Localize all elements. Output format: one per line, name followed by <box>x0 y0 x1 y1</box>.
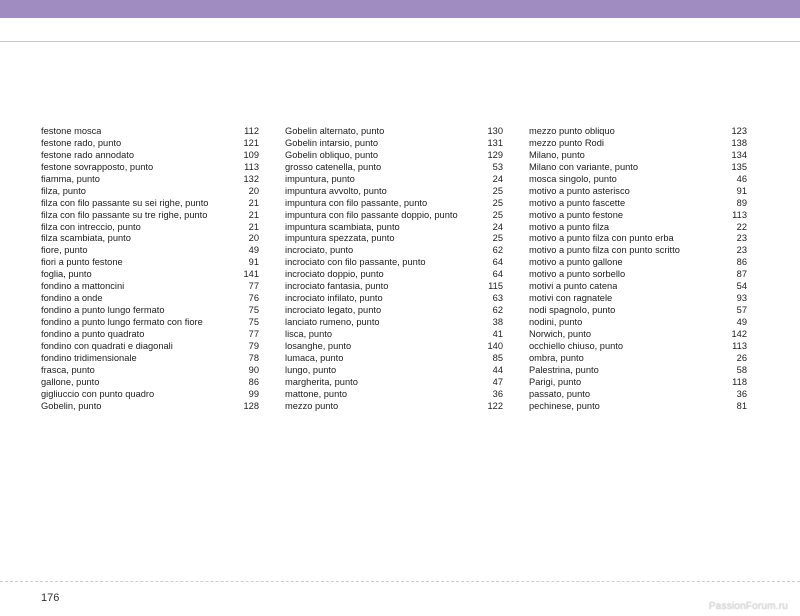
index-term: fondino a punto lungo fermato <box>41 305 165 316</box>
index-term: Milano, punto <box>529 149 585 160</box>
index-page-ref: 118 <box>732 376 747 387</box>
index-entry <box>41 174 259 186</box>
index-page-ref: 134 <box>731 149 747 160</box>
index-entry <box>285 269 503 281</box>
index-entry <box>529 245 747 257</box>
index-page-ref: 76 <box>248 293 259 304</box>
index-term: filza con filo passante su sei righe, punto <box>41 197 209 208</box>
index-page-ref: 22 <box>736 221 747 232</box>
index-page-ref: 64 <box>492 257 503 268</box>
index-entry <box>529 281 747 293</box>
index-term: fiamma, punto <box>41 173 100 184</box>
index-page-ref: 113 <box>244 161 259 172</box>
index-page-ref: 26 <box>736 352 747 363</box>
index-page-ref: 20 <box>248 185 259 196</box>
index-entry <box>529 329 747 341</box>
index-entry <box>41 245 259 257</box>
index-term: fondino a punto lungo fermato con fiore <box>41 317 203 327</box>
index-entry <box>41 317 259 329</box>
index-entry <box>285 377 503 389</box>
index-page-ref: 38 <box>492 317 503 327</box>
index-term: motivi a punto catena <box>529 281 618 292</box>
index-term: gallone, punto <box>41 376 100 387</box>
index-entry <box>41 222 259 234</box>
index-term: impuntura spezzata, punto <box>285 233 395 244</box>
index-entry <box>285 245 503 257</box>
index-entry <box>41 210 259 222</box>
index-term: filza, punto <box>41 185 86 196</box>
index-page-ref: 23 <box>736 233 747 244</box>
index-term: lanciato rumeno, punto <box>285 317 380 327</box>
index-entry <box>285 293 503 305</box>
index-page-ref: 112 <box>244 126 259 136</box>
index-page-ref: 21 <box>248 221 259 232</box>
index-term: Gobelin, punto <box>41 400 102 411</box>
index-term: filza con intreccio, punto <box>41 221 141 232</box>
index-entry <box>285 401 503 413</box>
index-page-ref: 89 <box>736 197 747 208</box>
index-entry <box>41 365 259 377</box>
index-entry <box>529 377 747 389</box>
index-page-ref: 57 <box>736 305 747 316</box>
index-entry <box>285 305 503 317</box>
index-page-ref: 87 <box>736 269 747 280</box>
index-term: impuntura scambiata, punto <box>285 221 400 232</box>
index-page-ref: 85 <box>492 352 503 363</box>
index-term: motivo a punto fascette <box>529 197 626 208</box>
index-entry <box>285 317 503 329</box>
index-term: ombra, punto <box>529 352 584 363</box>
index-term: Parigi, punto <box>529 376 582 387</box>
index-term: frasca, punto <box>41 364 95 375</box>
index-term: motivo a punto filza con punto scritto <box>529 245 680 256</box>
index-term: incrociato con filo passante, punto <box>285 257 426 268</box>
index-page-ref: 93 <box>736 293 747 304</box>
index-page-ref: 44 <box>492 364 503 375</box>
index-page-ref: 63 <box>492 293 503 304</box>
index-page-ref: 62 <box>492 305 503 316</box>
index-entry <box>529 293 747 305</box>
page-number: 176 <box>41 592 60 604</box>
index-term: impuntura avvolto, punto <box>285 185 387 196</box>
index-page-ref: 91 <box>736 185 747 196</box>
index-page-ref: 79 <box>248 340 259 351</box>
index-entry <box>285 150 503 162</box>
index-entry <box>285 210 503 222</box>
index-page-ref: 23 <box>736 245 747 256</box>
index-entry <box>529 198 747 210</box>
index-term: fondino tridimensionale <box>41 352 137 363</box>
index-entry <box>529 389 747 401</box>
index-term: motivo a punto sorbello <box>529 269 626 280</box>
index-term: incrociato fantasia, punto <box>285 281 389 292</box>
index-entry <box>529 257 747 269</box>
index-page-ref: 25 <box>492 185 503 196</box>
index-term: festone rado annodato <box>41 149 135 160</box>
index-page-ref: 115 <box>488 281 503 292</box>
index-page-ref: 122 <box>487 400 503 411</box>
index-term: lungo, punto <box>285 364 337 375</box>
index-entry <box>529 174 747 186</box>
index-page-ref: 131 <box>487 137 503 148</box>
index-entry <box>285 281 503 293</box>
index-page-ref: 54 <box>736 281 747 292</box>
index-page-ref: 142 <box>731 328 747 339</box>
index-term: nodi spagnolo, punto <box>529 305 616 316</box>
index-page-ref: 53 <box>492 161 503 172</box>
index-page-ref: 78 <box>248 352 259 363</box>
index-entry <box>285 174 503 186</box>
index-page-ref: 99 <box>248 388 259 399</box>
index-page-ref: 130 <box>487 126 503 136</box>
index-term: Palestrina, punto <box>529 364 599 375</box>
index-entry <box>529 186 747 198</box>
index-page-ref: 25 <box>492 233 503 244</box>
index-term: filza scambiata, punto <box>41 233 131 244</box>
index-page-ref: 24 <box>492 221 503 232</box>
index-page-ref: 121 <box>243 137 259 148</box>
index-term: lumaca, punto <box>285 352 344 363</box>
index-entry <box>41 198 259 210</box>
index-term: nodini, punto <box>529 317 583 327</box>
index-entry <box>529 365 747 377</box>
index-page-ref: 123 <box>731 126 747 136</box>
index-term: festone rado, punto <box>41 137 122 148</box>
index-term: motivo a punto gallone <box>529 257 623 268</box>
index-term: mezzo punto obliquo <box>529 126 615 136</box>
index-term: mezzo punto Rodi <box>529 137 604 148</box>
index-page-ref: 41 <box>492 328 503 339</box>
index-entry <box>285 222 503 234</box>
index-column-3 <box>529 126 747 413</box>
index-entry <box>529 341 747 353</box>
index-page-ref: 58 <box>736 364 747 375</box>
index-page-ref: 36 <box>736 388 747 399</box>
index-page-ref: 81 <box>736 400 747 411</box>
index-entry <box>529 210 747 222</box>
index-page-ref: 21 <box>248 197 259 208</box>
index-entry <box>529 233 747 245</box>
index-term: mezzo punto <box>285 400 339 411</box>
index-entry <box>529 222 747 234</box>
index-entry <box>285 233 503 245</box>
index-entry <box>529 150 747 162</box>
index-term: Norwich, punto <box>529 328 592 339</box>
index-term: motivo a punto festone <box>529 209 624 220</box>
index-term: occhiello chiuso, punto <box>529 340 624 351</box>
index-entry <box>285 138 503 150</box>
index-entry <box>285 365 503 377</box>
index-page-ref: 75 <box>248 305 259 316</box>
index-entry <box>285 257 503 269</box>
index-term: margherita, punto <box>285 376 358 387</box>
index-entry <box>41 305 259 317</box>
index-page-ref: 138 <box>731 137 747 148</box>
index-entry <box>41 329 259 341</box>
index-term: mosca singolo, punto <box>529 173 617 184</box>
index-entry <box>529 401 747 413</box>
index-entry <box>285 341 503 353</box>
index-entry <box>529 353 747 365</box>
index-term: lisca, punto <box>285 328 333 339</box>
index-term: motivo a punto filza con punto erba <box>529 233 674 244</box>
index-page-ref: 77 <box>248 281 259 292</box>
index-page-ref: 86 <box>248 376 259 387</box>
index-page-ref: 25 <box>492 209 503 220</box>
index-term: passato, punto <box>529 388 590 399</box>
index-term: impuntura, punto <box>285 173 355 184</box>
index-entry <box>285 162 503 174</box>
index-term: losanghe, punto <box>285 340 352 351</box>
index-entry <box>41 257 259 269</box>
index-entry <box>41 341 259 353</box>
footer-divider <box>0 581 800 582</box>
index-term: fiori a punto festone <box>41 257 123 268</box>
index-entry <box>41 162 259 174</box>
index-page-ref: 75 <box>248 317 259 327</box>
index-page-ref: 86 <box>736 257 747 268</box>
index-term: incrociato doppio, punto <box>285 269 384 280</box>
index-entry <box>285 126 503 138</box>
watermark: PassionForum.ru <box>708 601 788 612</box>
index-entry <box>285 198 503 210</box>
index-page-ref: 132 <box>243 173 259 184</box>
index-term: Gobelin obliquo, punto <box>285 149 379 160</box>
index-entry <box>529 269 747 281</box>
index-page-ref: 47 <box>492 376 503 387</box>
index-page-ref: 91 <box>248 257 259 268</box>
index-column-2 <box>285 126 503 413</box>
index-page-ref: 129 <box>487 149 503 160</box>
index-entry <box>41 377 259 389</box>
index-page-ref: 49 <box>248 245 259 256</box>
index-term: motivo a punto asterisco <box>529 185 630 196</box>
index-entry <box>41 281 259 293</box>
index-entry <box>285 186 503 198</box>
index-entry <box>41 138 259 150</box>
index-page-ref: 141 <box>243 269 259 280</box>
index-page-ref: 24 <box>492 173 503 184</box>
index-term: motivo a punto filza <box>529 221 610 232</box>
index-page-ref: 113 <box>732 340 747 351</box>
index-entry <box>285 353 503 365</box>
index-term: impuntura con filo passante, punto <box>285 197 428 208</box>
index-page-ref: 109 <box>243 149 259 160</box>
index-entry <box>529 126 747 138</box>
index-term: Gobelin alternato, punto <box>285 126 385 136</box>
index-term: festone sovrapposto, punto <box>41 161 154 172</box>
index-page-ref: 135 <box>731 161 747 172</box>
index-entry <box>41 293 259 305</box>
header-divider <box>0 41 800 42</box>
index-term: festone mosca <box>41 126 102 136</box>
index-term: motivi con ragnatele <box>529 293 613 304</box>
index-entry <box>41 401 259 413</box>
index-term: filza con filo passante su tre righe, punto <box>41 209 208 220</box>
index-page-ref: 113 <box>732 209 747 220</box>
index-term: incrociato legato, punto <box>285 305 382 316</box>
index-term: fondino a punto quadrato <box>41 328 145 339</box>
index-entry <box>41 353 259 365</box>
index-term: incrociato, punto <box>285 245 354 256</box>
index-entry <box>41 150 259 162</box>
index-page-ref: 128 <box>243 400 259 411</box>
index-entry <box>41 233 259 245</box>
index-term: gigliuccio con punto quadro <box>41 388 155 399</box>
index-page-ref: 46 <box>736 173 747 184</box>
index-term: fondino a onde <box>41 293 103 304</box>
index-entry <box>529 317 747 329</box>
index-entry <box>285 389 503 401</box>
index-term: fondino a mattoncini <box>41 281 125 292</box>
index-entry <box>529 305 747 317</box>
index-page-ref: 90 <box>248 364 259 375</box>
index-term: mattone, punto <box>285 388 348 399</box>
header-color-band <box>0 0 800 18</box>
index-term: impuntura con filo passante doppio, punto <box>285 209 458 220</box>
index-entry <box>41 186 259 198</box>
index-term: grosso catenella, punto <box>285 161 382 172</box>
index-page-ref: 140 <box>487 340 503 351</box>
index-column-1 <box>41 126 259 413</box>
index-entry <box>41 269 259 281</box>
index-page-ref: 20 <box>248 233 259 244</box>
index-term: pechinese, punto <box>529 400 600 411</box>
index-entry <box>285 329 503 341</box>
index-term: Gobelin intarsio, punto <box>285 137 379 148</box>
index-term: incrociato infilato, punto <box>285 293 383 304</box>
index-term: Milano con variante, punto <box>529 161 639 172</box>
index-term: fiore, punto <box>41 245 88 256</box>
index-entry <box>41 389 259 401</box>
index-page-ref: 77 <box>248 328 259 339</box>
index-term: fondino con quadrati e diagonali <box>41 340 173 351</box>
index-page-ref: 25 <box>492 197 503 208</box>
index-entry <box>41 126 259 138</box>
index-page-ref: 64 <box>492 269 503 280</box>
index-page-ref: 62 <box>492 245 503 256</box>
index-page-ref: 36 <box>492 388 503 399</box>
index-page-ref: 49 <box>736 317 747 327</box>
index-term: foglia, punto <box>41 269 92 280</box>
index-entry <box>529 138 747 150</box>
index-entry <box>529 162 747 174</box>
index-page-ref: 21 <box>248 209 259 220</box>
